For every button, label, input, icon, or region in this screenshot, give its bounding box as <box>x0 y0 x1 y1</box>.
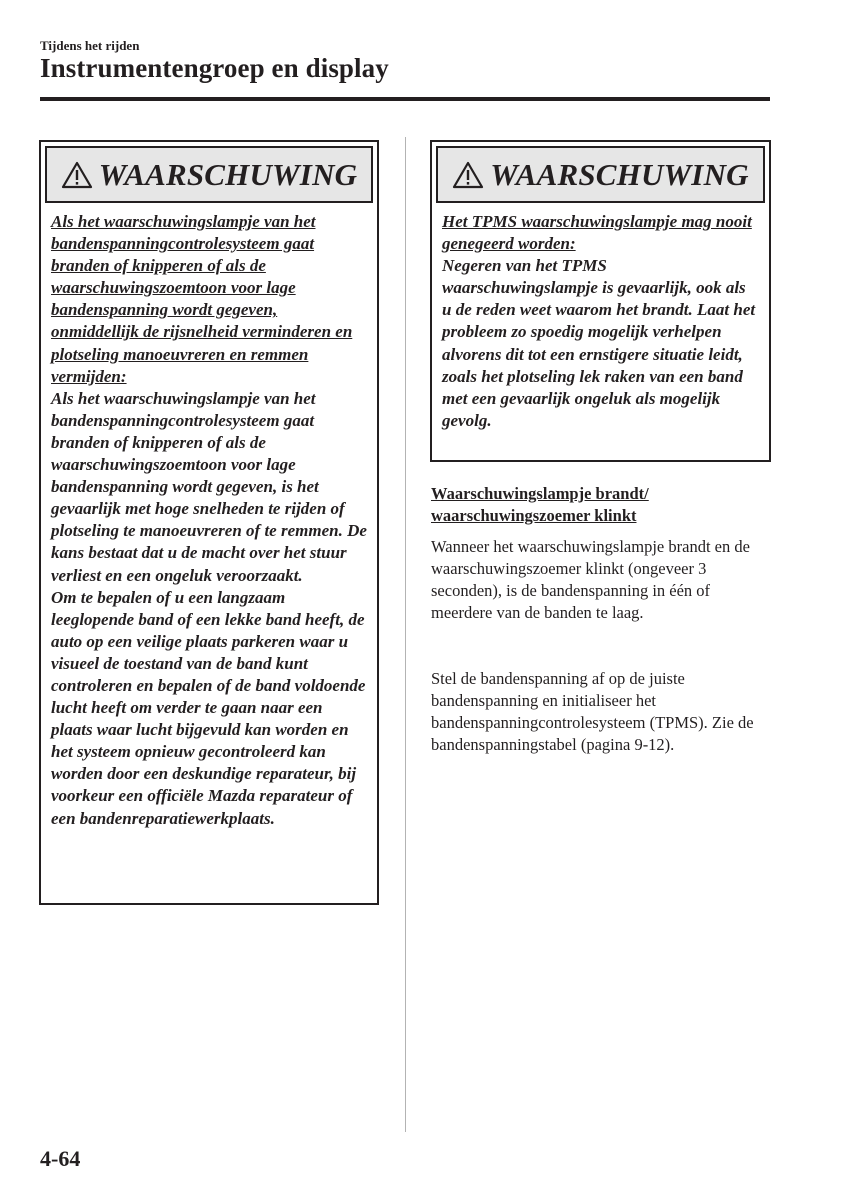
left-warning-header <box>45 146 373 203</box>
section-paragraph-2: Stel de bandenspanning af op de juiste bandenspanning en initialiseer het bandenspanningcontrolesysteem (TPMS). Zie de bandenspanningstabel (pagina 9-12). <box>431 669 754 754</box>
page-number: 4-64 <box>40 1146 81 1171</box>
right-warning-text: Negeren van het TPMS waarschuwingslampje is gevaarlijk, ook als u de reden weet waarom het brandt. Laat het probleem zo spoedig mogelijk verhelpen alvorens dit tot een ernstigere situatie leidt, zoals het plotseling lek raken van een band met een gevaarlijk ongeluk als mogelijk gevolg. <box>442 256 756 430</box>
section-heading: Waarschuwingslampje brandt/ waarschuwingszoemer klinkt <box>431 484 649 525</box>
left-warning-text-1: Als het waarschuwingslampje van het bandenspanningcontrolesysteem gaat branden of knipperen of als de waarschuwingszoemtoon voor lage bandenspanning wordt gegeven, is het gevaarlijk met hoge snelheden te rijden of plotseling te manoeuvreren of te remmen. De kans bestaat dat u de macht over het stuur verliest en een ongeluk veroorzaakt. <box>51 388 367 585</box>
right-warning-title: WAARSCHUWING <box>490 156 749 192</box>
title-rule <box>40 97 770 101</box>
right-warning-body <box>432 203 769 442</box>
right-warning-box <box>430 140 771 462</box>
warning-triangle-icon <box>452 161 484 189</box>
section-paragraph-1: Wanneer het waarschuwingslampje brandt en de waarschuwingszoemer klinkt (ongeveer 3 seconden), is de bandenspanning in één of meerdere van de banden te laag. <box>431 537 750 622</box>
left-warning-text-2: Om te bepalen of u een langzaam leeglopende band of een lekke band heeft, de auto op een veilige plaats parkeren waar u visueel de toestand van de band kunt controleren en bepalen of de band voldoende lucht heeft om verder te gaan naar een plaats waar lucht bijgevuld kan worden en het systeem opnieuw gecontroleerd kan worden door een deskundige reparateur, bij voorkeur een officiële Mazda reparateur of een bandenreparatiewerkplaats. <box>51 587 366 828</box>
page-title: Instrumentengroep en display <box>40 53 389 83</box>
warning-triangle-icon <box>61 161 93 189</box>
left-warning-underlined: Als het waarschuwingslampje van het bandenspanningcontrolesysteem gaat branden of knipperen of als de waarschuwingszoemtoon voor lage bandenspanning wordt gegeven, onmiddellijk de rijsnelheid verminderen en plotseling manoeuvreren en remmen vermijden: <box>51 212 353 386</box>
right-warning-header <box>436 146 765 203</box>
right-warning-underlined: Het TPMS waarschuwingslampje mag nooit genegeerd worden: <box>442 212 752 254</box>
left-warning-title: WAARSCHUWING <box>98 156 358 192</box>
left-warning-box <box>39 140 379 905</box>
section-label: Tijdens het rijden <box>40 38 140 53</box>
column-divider <box>405 137 406 1132</box>
left-warning-body <box>41 203 377 840</box>
